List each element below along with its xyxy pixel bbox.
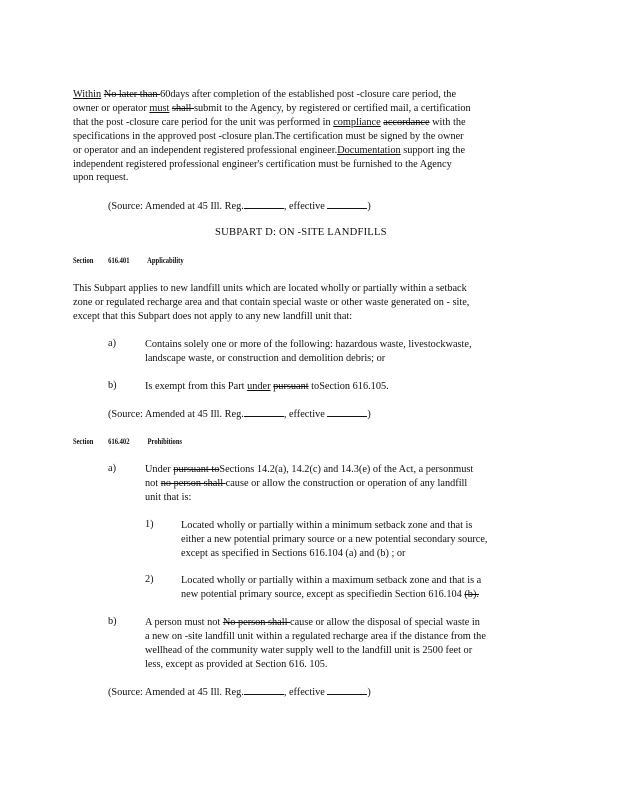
effective-blank — [327, 407, 367, 417]
body-text: cause or allow the disposal of special waste in — [290, 617, 480, 628]
text-line — [73, 144, 523, 158]
item-a-applicability — [145, 338, 515, 366]
text-line — [73, 102, 523, 116]
deleted-text: No later than — [103, 89, 161, 100]
body-text: Sections 14.2(a), 14.2(c) and 14.3(e) of the Act, a personmust — [219, 464, 474, 475]
body-text: a new on -site landfill unit within a regulated recharge area if the distance from the — [145, 630, 486, 642]
deleted-text: pursuant to — [173, 464, 220, 475]
body-text: landscape waste, or construction and demolition debris; or — [145, 352, 386, 364]
inserted-text: Within — [73, 89, 102, 100]
item-b-applicability — [145, 380, 445, 394]
section-title: Applicability — [147, 256, 184, 265]
source-note-3 — [108, 685, 371, 698]
text-line — [145, 477, 490, 491]
deleted-text: pursuant — [273, 381, 309, 392]
section-heading-2 — [73, 437, 182, 446]
item-label: b) — [108, 616, 117, 627]
body-text: that the post -closure care period for the unit was performed in — [73, 116, 334, 128]
body-text: toSection 616.105. — [308, 381, 389, 392]
text-line — [181, 533, 534, 547]
item-2-prohibitions — [181, 574, 534, 602]
text-line — [181, 588, 534, 602]
source-note-text: ) — [367, 409, 371, 420]
text-line — [73, 158, 523, 172]
text-line — [145, 338, 515, 352]
body-text: except that this Subpart does not apply to any new landfill unit that: — [73, 310, 353, 322]
text-line — [145, 463, 490, 477]
text-line — [145, 380, 445, 394]
deleted-text: No person shall — [222, 617, 291, 628]
section-heading-1 — [73, 256, 184, 265]
text-line — [73, 296, 529, 310]
text-line — [145, 658, 540, 672]
text-line — [73, 116, 523, 130]
body-text: Located wholly or partially within a minimum setback zone and that is — [181, 520, 473, 531]
body-text: independent registered professional engineer's certification must be furnished to the Agency — [73, 158, 452, 170]
body-text: A person must not — [145, 617, 223, 628]
text-line — [181, 519, 534, 533]
inserted-text: Documentation — [337, 144, 401, 156]
text-line — [145, 616, 540, 630]
text-line — [73, 130, 523, 144]
deleted-text: accordance — [383, 116, 430, 128]
deleted-text: (b). — [464, 588, 479, 600]
section-label: Section — [73, 256, 94, 265]
body-text: except as specified in Sections 616.104 (a) and (b) ; or — [181, 547, 406, 559]
body-text: not — [145, 477, 161, 489]
body-text: support ing the — [400, 144, 466, 156]
section-label: Section — [73, 437, 94, 446]
source-note-text: (Source: Amended at 45 Ill. Reg. — [108, 687, 244, 698]
text-line — [145, 644, 540, 658]
source-note-text: , effective — [283, 201, 328, 212]
body-text: new potential primary source, except as specifiedin Section 616.104 — [181, 588, 465, 600]
body-text: This Subpart applies to new landfill units which are located wholly or partially within a setback — [73, 283, 467, 294]
body-text: specifications in the approved post -closure plan.The certification must be signed by the owner — [73, 130, 464, 142]
source-note-text: , effective — [283, 687, 328, 698]
section-number: 616.402 — [108, 437, 130, 446]
text-line — [73, 310, 529, 324]
source-note-1 — [108, 199, 371, 212]
body-text: Contains solely one or more of the following: hazardous waste, livestockwaste, — [145, 339, 472, 350]
body-text: Is exempt from this Part — [145, 381, 248, 392]
item-label: 2) — [145, 574, 154, 585]
source-note-text: (Source: Amended at 45 Ill. Reg. — [108, 201, 244, 212]
item-label: b) — [108, 380, 117, 391]
text-line — [73, 171, 523, 185]
body-text: 60days after completion of the established post -closure care period, the — [160, 89, 457, 100]
inserted-text: under — [247, 381, 271, 392]
reg-blank — [244, 199, 284, 209]
source-note-text: (Source: Amended at 45 Ill. Reg. — [108, 409, 244, 420]
body-text: or operator and an independent registered professional engineer. — [73, 144, 338, 156]
body-text: either a new potential primary source or a new potential secondary source, — [181, 533, 488, 545]
body-text: less, except as provided at Section 616. 105. — [145, 658, 328, 670]
body-text: with the — [429, 116, 466, 128]
subpart-heading: SUBPART D: ON -SITE LANDFILLS — [215, 227, 387, 238]
reg-blank — [244, 685, 284, 695]
effective-blank — [327, 685, 367, 695]
section-title: Prohibitions — [147, 437, 183, 446]
body-text: cause or allow the construction or operation of any landfill — [225, 477, 468, 489]
inserted-text: compliance — [333, 116, 381, 128]
effective-blank — [327, 199, 367, 209]
body-text: owner or operator — [73, 102, 150, 114]
body-text: zone or regulated recharge area and that contain special waste or other waste generated on - site, — [73, 296, 470, 308]
body-text: Under — [145, 464, 174, 475]
item-b-prohibitions — [145, 616, 540, 672]
item-a-prohibitions — [145, 463, 490, 505]
intro-paragraph — [73, 88, 523, 185]
inserted-text: must — [149, 102, 170, 114]
deleted-text: no person shall — [160, 477, 226, 489]
text-line — [181, 574, 534, 588]
body-text: submit to the Agency, by registered or certified mail, a certification — [193, 102, 471, 114]
source-note-text: ) — [367, 687, 371, 698]
body-text: wellhead of the community water supply well to the landfill unit is 2500 feet or — [145, 644, 473, 656]
item-label: 1) — [145, 519, 154, 530]
text-line — [145, 352, 515, 366]
item-1-prohibitions — [181, 519, 534, 561]
text-line — [73, 88, 523, 102]
applicability-paragraph — [73, 282, 529, 324]
text-line — [145, 491, 490, 505]
source-note-2 — [108, 407, 371, 420]
body-text: unit that is: — [145, 491, 192, 503]
item-label: a) — [108, 463, 116, 474]
text-line — [181, 547, 534, 561]
source-note-text: ) — [367, 201, 371, 212]
text-line — [145, 630, 540, 644]
deleted-text: shall — [171, 102, 194, 114]
item-label: a) — [108, 338, 116, 349]
source-note-text: , effective — [283, 409, 328, 420]
text-line — [73, 282, 529, 296]
section-number: 616.401 — [108, 256, 130, 265]
body-text: upon request. — [73, 172, 129, 184]
body-text: Located wholly or partially within a maximum setback zone and that is a — [181, 575, 482, 586]
reg-blank — [244, 407, 284, 417]
